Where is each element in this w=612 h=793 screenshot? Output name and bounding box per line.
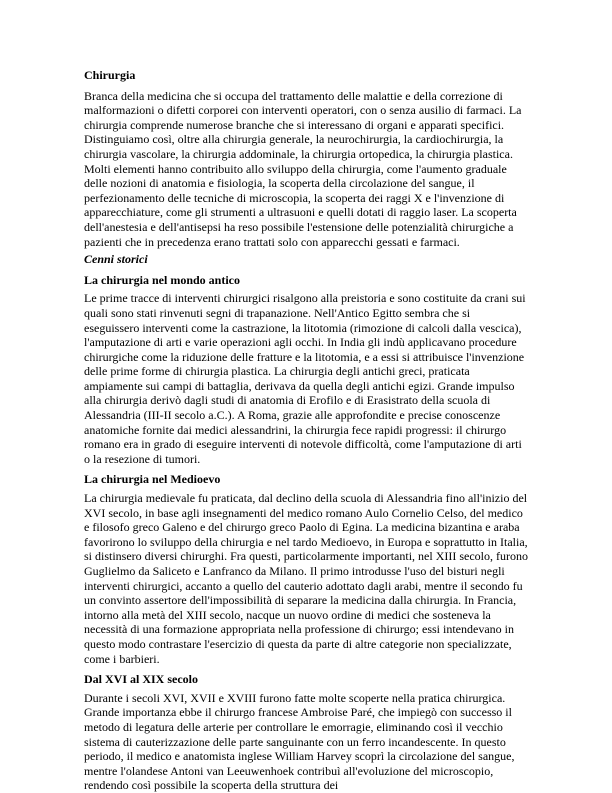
history-heading: Cenni storici [84, 252, 148, 267]
section-heading-medieval: La chirurgia nel Medioevo [84, 472, 221, 487]
section-heading-ancient: La chirurgia nel mondo antico [84, 272, 241, 287]
section-heading-16th-19th: Dal XVI al XIX secolo [84, 672, 198, 687]
document-page [84, 68, 528, 793]
section-body-16th-19th: Durante i secoli XVI, XVII e XVIII furono fatte molte scoperte nella pratica chirurgica. Grande importanza ebbe il chirurgo francese Ambroise Paré, che impiegò con successo il metodo di legatura delle arterie per controllare le emorragie, eliminando così il vecchio sistema di cauterizzazione delle parte sanguinante con un ferro incandescente. In questo periodo, il medico e anatomista inglese William Harvey scoprì la circolazione del sangue, mentre l'olandese Antoni van Leeuwenhoek contribuì all'evoluzione del microscopio, rendendo così possibile la scoperta della struttura dei [84, 690, 515, 793]
section-body-ancient: Le prime tracce di interventi chirurgici risalgono alla preistoria e sono costituite da crani sui quali sono stati rinvenuti segni di trapanazione. Nell'Antico Egitto sembra che si eseguissero interventi come la castrazione, la litotomia (rimozione di calcoli dalla vescica), l'amputazione di arti e varie operazioni agli occhi. In India gli indù applicavano procedure chirurgiche come la riduzione delle fratture e la litotomia, e a essi si attribuisce l'invenzione delle prime forme di chirurgia plastica. La chirurgia degli antichi greci, praticata ampiamente sui campi di battaglia, derivava da quella degli antichi egizi. Grande impulso alla chirurgia derivò dagli studi di anatomia di Erofilo e di Erasistrato della scuola di Alessandria (III-II secolo a.C.). A Roma, grazie alle approfondite e precise conoscenze anatomiche fornite dai medici alessandrini, la chirurgia fece rapidi progressi: il chirurgo romano era in grado di eseguire interventi di notevole difficoltà, come l'amputazione di arti o la resezione di tumori. [84, 291, 526, 466]
document-title: Chirurgia [84, 68, 136, 82]
intro-paragraph: Branca della medicina che si occupa del trattamento delle malattie e della correzione di malformazioni o difetti corporei con interventi operatori, con o senza ausilio di farmaci. La chirurgia comprende numerose branche che si interessano di organi e apparati specifici. Distinguiamo così, oltre alla chirurgia generale, la neurochirurgia, la cardiochirurgia, la chirurgia vascolare, la chirurgia addominale, la chirurgia ortopedica, la chirurgia plastica. Molti elementi hanno contribuito allo sviluppo della chirurgia, come l'aumento graduale delle nozioni di anatomia e fisiologia, la scoperta della circolazione del sangue, il perfezionamento delle tecniche di microscopia, la scoperta dei raggi X e l'invenzione di apparecchiature, come gli strumenti a ultrasuoni e quelli dotati di raggio laser. La scoperta dell'anestesia e dell'antisepsi ha reso possibile l'estensione delle potenzialità chirurgiche a pazienti che in precedenza erano trattati solo con apparecchi gessati e farmaci. [84, 88, 522, 249]
section-body-medieval: La chirurgia medievale fu praticata, dal declino della scuola di Alessandria fino all'inizio del XVI secolo, in base agli insegnamenti del medico romano Aulo Cornelio Celso, del medico e filosofo greco Galeno e del chirurgo greco Paolo di Egina. La medicina bizantina e araba favorirono lo sviluppo della chirurgia e nel tardo Medioevo, in Europa e soprattutto in Italia, si distinsero diversi chirurghi. Fra questi, particolarmente importanti, nel XIII secolo, furono Guglielmo da Saliceto e Lanfranco da Milano. Il primo introdusse l'uso del bisturi negli interventi chirurgici, accanto a quello del cauterio adottato dagli arabi, mentre il secondo fu un convinto assertore dell'impossibilità di separare la medicina dalla chirurgia. In Francia, intorno alla metà del XIII secolo, nacque un nuovo ordine di medici che sosteneva la necessità di una formazione appropriata nella professione di chirurgo; essi intendevano in questo modo contrastare l'esercizio di questa da parte di altre categorie non specializzate, come i barbieri. [84, 491, 529, 666]
